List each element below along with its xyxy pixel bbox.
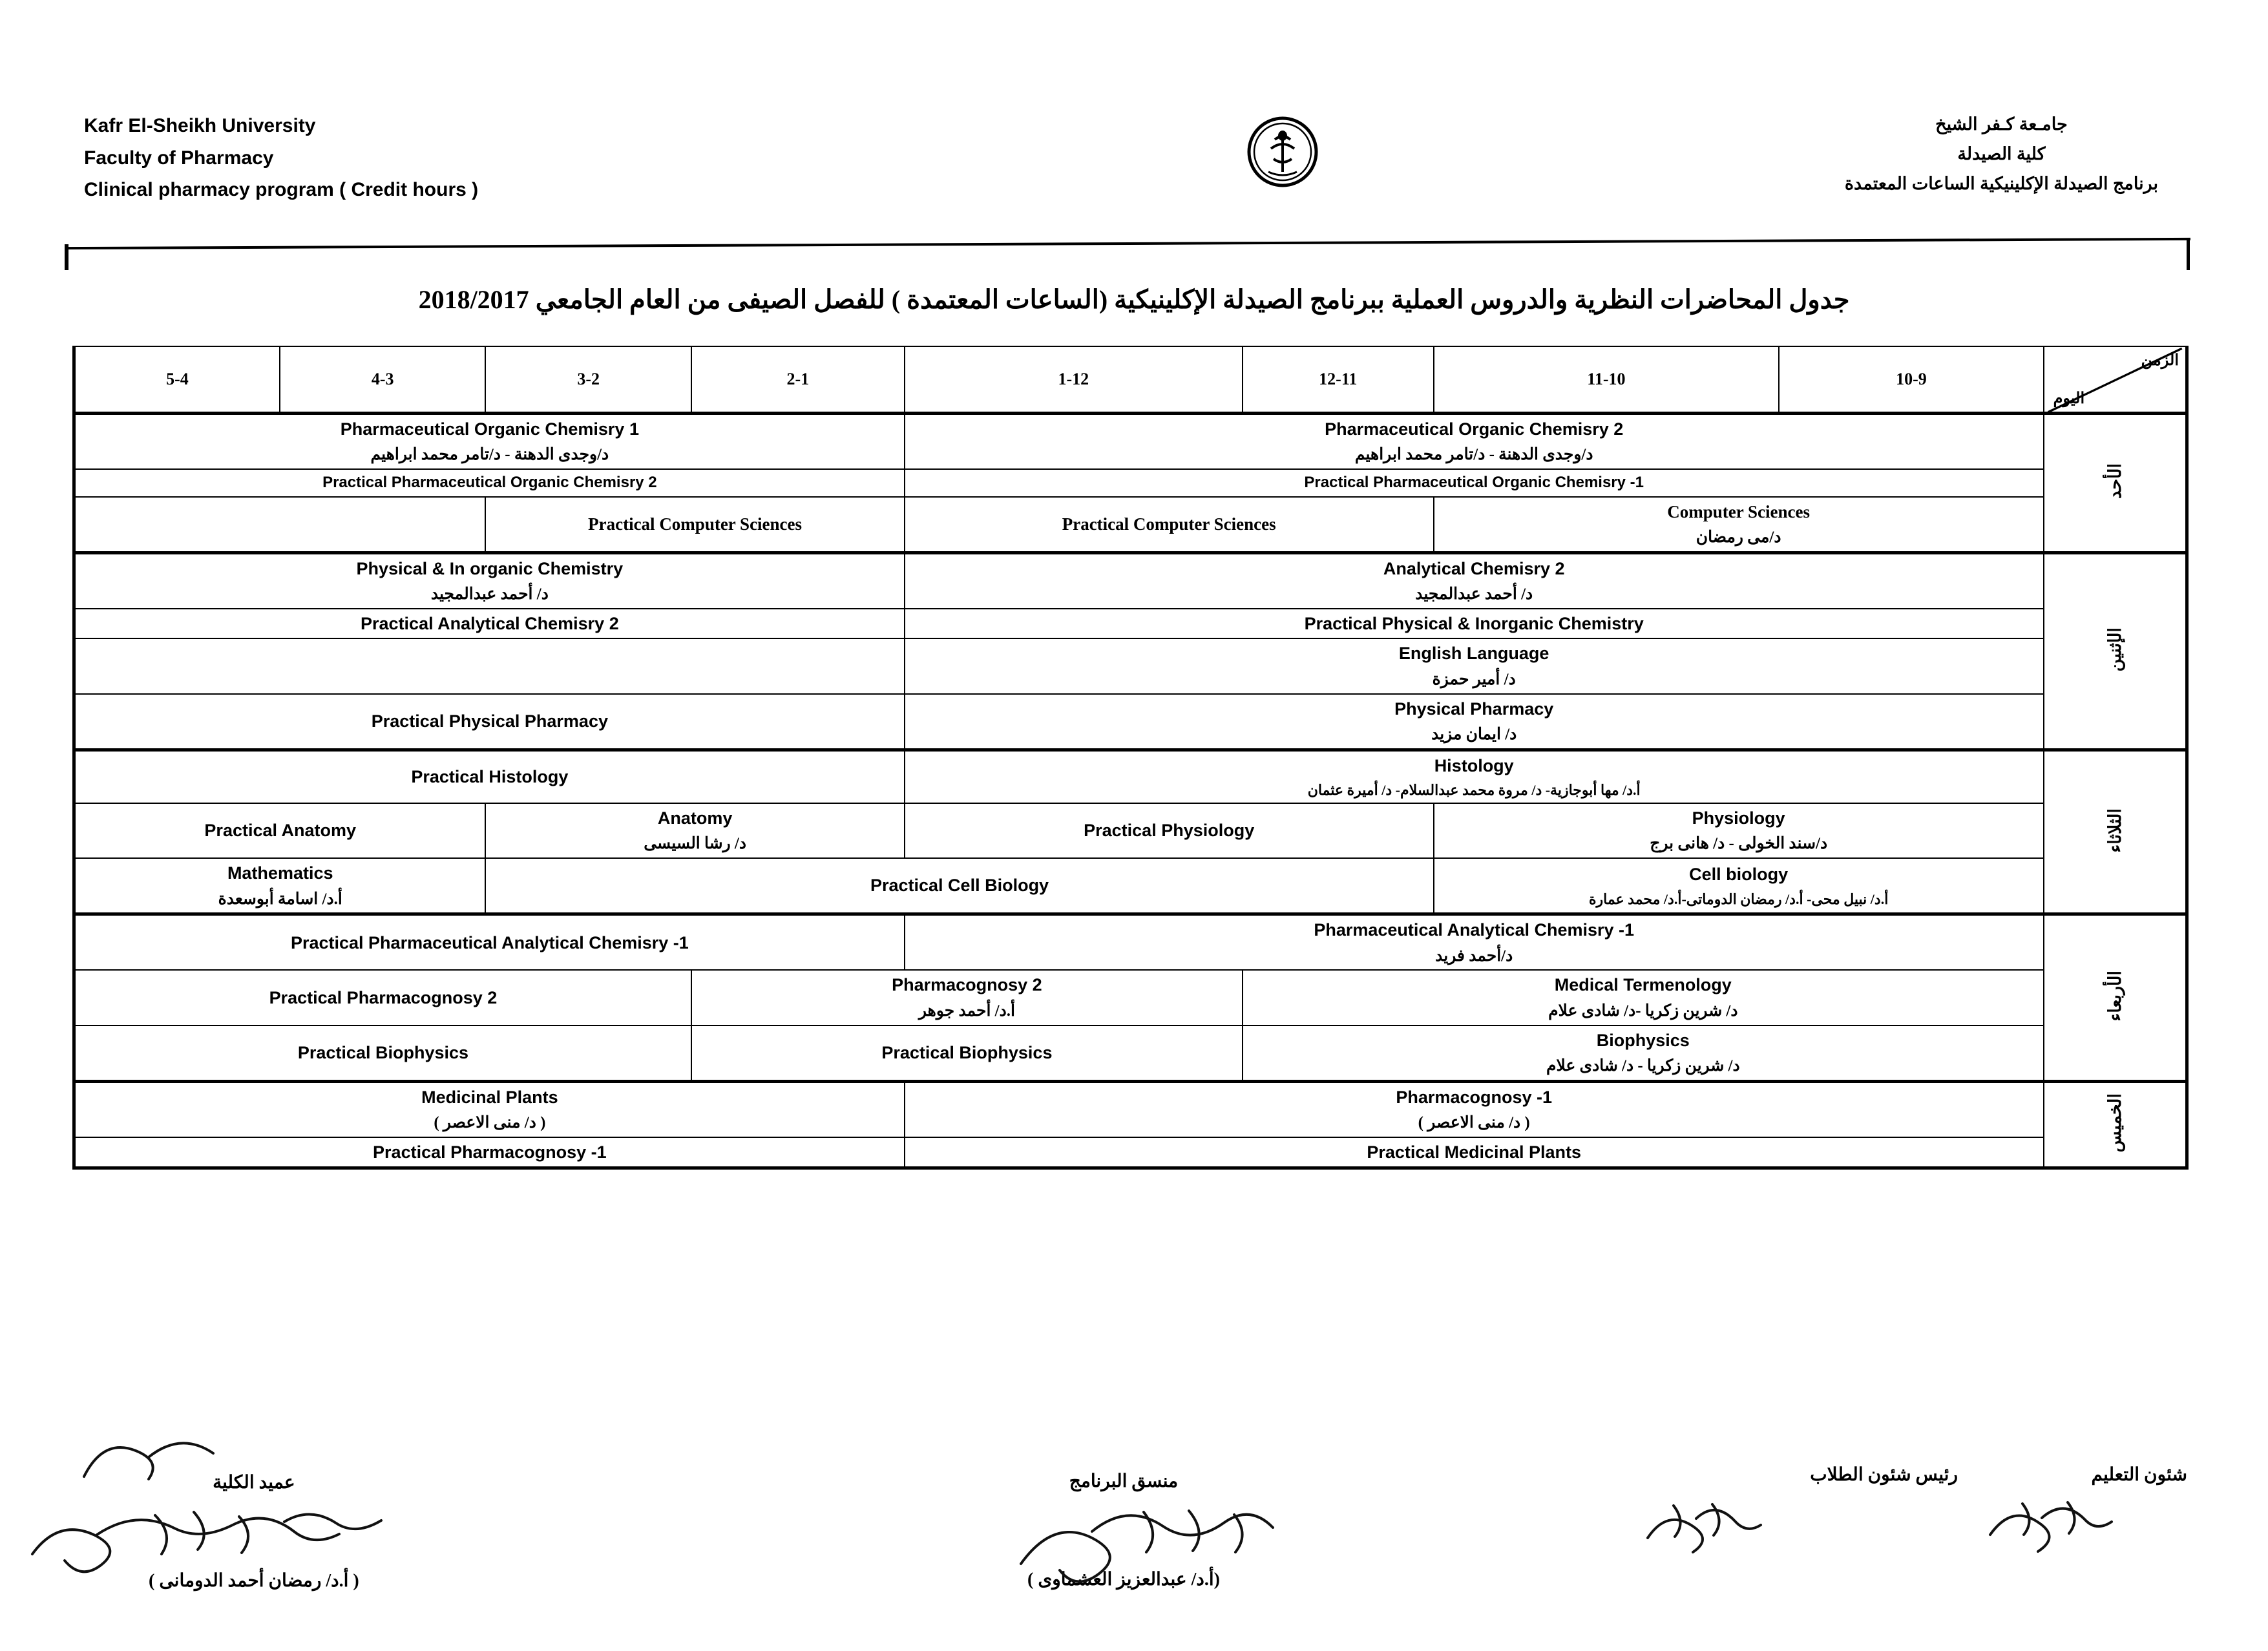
signature-footer (0, 1464, 2268, 1651)
monday-row-2 (74, 609, 2187, 638)
time-header-3-2: 3-2 (485, 346, 691, 414)
timetable (72, 346, 2189, 1170)
cell-monday-english-language: English Language د/ أمير حمزة (905, 638, 2044, 693)
wednesday-row-1 (74, 914, 2187, 971)
corner-day-label: اليوم (2053, 390, 2085, 407)
cell-wednesday-practical-biophysics-b: Practical Biophysics (691, 1025, 1243, 1082)
time-header-2-1: 2-1 (691, 346, 905, 414)
sunday-row-3 (74, 497, 2187, 553)
cell-sunday-empty (74, 497, 486, 553)
cell-sunday-computer-sciences: Computer Sciences د/مى رمضان (1434, 497, 2044, 553)
program-name-en: Clinical pharmacy program ( Credit hours ) (84, 179, 479, 200)
faculty-name-en: Faculty of Pharmacy (84, 147, 274, 169)
cell-wednesday-medical-terminology: Medical Termenology د/ شرين زكريا -د/ شادى علام (1243, 970, 2044, 1025)
cell-thursday-pharmacognosy-1: Pharmacognosy -1 ( د/ منى الاعصر ) (905, 1081, 2044, 1137)
monday-row-3 (74, 638, 2187, 693)
faculty-name-ar: كلية الصيدلة (1957, 143, 2046, 163)
student-affairs-handwritten-signature (1635, 1493, 1777, 1564)
cell-wednesday-pharmacognosy-2: Pharmacognosy 2 أ.د/ أحمد جوهر (691, 970, 1243, 1025)
university-seal-icon (1231, 116, 1334, 187)
cell-tuesday-practical-cell-biology: Practical Cell Biology (485, 858, 1433, 914)
cell-tuesday-cell-biology: Cell biology أ.د/ نبيل محى- أ.د/ رمضان الدوماتى-أ.د/ محمد عمارة (1434, 858, 2044, 914)
document-header (0, 110, 2268, 213)
signature-student-affairs: رئيس شئون الطلاب (1810, 1465, 1958, 1485)
corner-time-label: الزمن (2141, 352, 2179, 369)
timetable-header-row (74, 346, 2187, 414)
cell-sunday-practical-organic-chem-2: Practical Pharmaceutical Organic Chemisry 2 (74, 469, 905, 496)
sunday-row-2 (74, 469, 2187, 496)
cell-wednesday-practical-pharmacognosy-2: Practical Pharmacognosy 2 (74, 970, 691, 1025)
cell-thursday-practical-pharmacognosy-1: Practical Pharmacognosy -1 (74, 1137, 905, 1168)
corner-time-day-cell (2044, 346, 2187, 414)
cell-sunday-organic-chem-1: Pharmaceutical Organic Chemisry 1 د/وجدى الدهنة - د/تامر محمد ابراهيم (74, 414, 905, 470)
time-header-4-3: 4-3 (280, 346, 485, 414)
cell-monday-practical-physical-inorganic-chem: Practical Physical & Inorganic Chemistry (905, 609, 2044, 638)
monday-row-4 (74, 694, 2187, 750)
cell-tuesday-mathematics: Mathematics أ.د/ اسامة أبوسعدة (74, 858, 486, 914)
signature-education-affairs: شئون التعليم (2091, 1465, 2187, 1485)
monday-row-1 (74, 552, 2187, 609)
thursday-row-2 (74, 1137, 2187, 1168)
day-label-wednesday: الأربعاء (2044, 914, 2187, 1082)
cell-sunday-organic-chem-2: Pharmaceutical Organic Chemisry 2 د/وجدى الدهنة - د/تامر محمد ابراهيم (905, 414, 2044, 470)
cell-monday-physical-pharmacy: Physical Pharmacy د/ ايمان مزيد (905, 694, 2044, 750)
cell-wednesday-practical-biophysics-a: Practical Biophysics (74, 1025, 691, 1082)
cell-sunday-practical-organic-chem-1: Practical Pharmaceutical Organic Chemisry -1 (905, 469, 2044, 496)
header-divider-left-tick (65, 244, 68, 270)
thursday-row-1 (74, 1081, 2187, 1137)
sunday-row-1 (74, 414, 2187, 470)
cell-monday-practical-analytical-chem-2: Practical Analytical Chemisry 2 (74, 609, 905, 638)
time-header-11-10: 11-10 (1434, 346, 1780, 414)
day-label-monday: الإثنين (2044, 552, 2187, 750)
time-header-1-12: 1-12 (905, 346, 1243, 414)
cell-tuesday-histology: Histology أ.د/ مها أبوجازية- د/ مروة محمد عبدالسلام- د/ أميرة عثمان (905, 750, 2044, 803)
time-header-10-9: 10-9 (1779, 346, 2043, 414)
cell-tuesday-anatomy: Anatomy د/ رشا السيسى (485, 803, 904, 858)
cell-sunday-practical-computer-sciences-a: Practical Computer Sciences (485, 497, 904, 553)
cell-monday-analytical-chem-2: Analytical Chemisry 2 د/ أحمد عبدالمجيد (905, 552, 2044, 609)
page-title: جدول المحاضرات النظرية والدروس العملية ببرنامج الصيدلة الإكلينيكية (الساعات المعتمدة ) للفصل الصيفى من العام الجامعي 2018/2017 (418, 285, 1850, 314)
cell-sunday-practical-computer-sciences-b: Practical Computer Sciences (905, 497, 1434, 553)
cell-monday-practical-physical-pharmacy: Practical Physical Pharmacy (74, 694, 905, 750)
wednesday-row-3 (74, 1025, 2187, 1082)
cell-wednesday-pharm-analytical-chem-1: Pharmaceutical Analytical Chemisry -1 د/أحمد فريد (905, 914, 2044, 971)
day-label-tuesday: الثلاثاء (2044, 750, 2187, 914)
header-divider-right-tick (2187, 239, 2190, 270)
tuesday-row-3 (74, 858, 2187, 914)
cell-tuesday-practical-physiology: Practical Physiology (905, 803, 1434, 858)
tuesday-row-2 (74, 803, 2187, 858)
signature-program-coordinator: منسق البرنامج (أ.د/ عبدالعزيز العشماوى ) (1027, 1471, 1220, 1590)
signature-dean: عميد الكلية ( أ.د/ رمضان أحمد الدومانى ) (149, 1473, 359, 1591)
cell-monday-physical-inorganic-chem: Physical & In organic Chemistry د/ أحمد عبدالمجيد (74, 552, 905, 609)
header-left-block (84, 110, 478, 206)
cell-wednesday-biophysics: Biophysics د/ شرين زكريا - د/ شادى علام (1243, 1025, 2044, 1082)
header-right-block (1845, 110, 2158, 199)
program-name-ar: برنامج الصيدلة الإكلينيكية الساعات المعتمدة (1844, 173, 2158, 193)
cell-tuesday-practical-anatomy: Practical Anatomy (74, 803, 486, 858)
cell-tuesday-practical-histology: Practical Histology (74, 750, 905, 803)
header-divider (65, 238, 2190, 249)
wednesday-row-2 (74, 970, 2187, 1025)
time-header-5-4: 5-4 (74, 346, 280, 414)
cell-thursday-practical-medicinal-plants: Practical Medicinal Plants (905, 1137, 2044, 1168)
university-name-ar: جامـعة كـفر الشيخ (1935, 114, 2068, 134)
cell-thursday-medicinal-plants: Medicinal Plants ( د/ منى الاعصر ) (74, 1081, 905, 1137)
day-label-thursday: الخميس (2044, 1081, 2187, 1168)
cell-wednesday-practical-pharm-analytical-chem-1: Practical Pharmaceutical Analytical Chemisry -1 (74, 914, 905, 971)
cell-monday-empty (74, 638, 905, 693)
tuesday-row-1 (74, 750, 2187, 803)
cell-tuesday-physiology: Physiology د/سند الخولى - د/ هانى برج (1434, 803, 2044, 858)
day-label-sunday: الأحد (2044, 414, 2187, 553)
university-name-en: Kafr El-Sheikh University (84, 115, 316, 136)
time-header-12-11: 12-11 (1243, 346, 1434, 414)
